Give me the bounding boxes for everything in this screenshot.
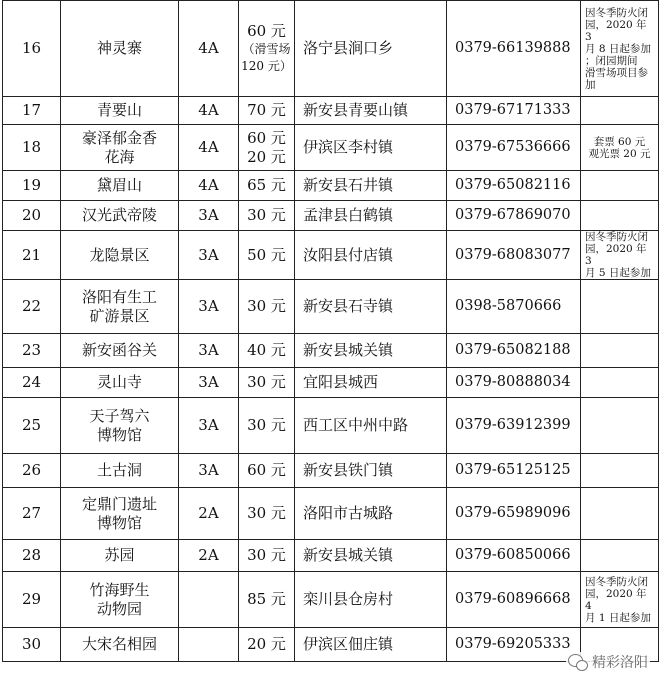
table-row — [3, 572, 659, 628]
remark-line: 套票 60 元 — [593, 135, 646, 148]
spot-grade — [179, 572, 239, 628]
row-number: 26 — [3, 454, 61, 488]
spot-location: 孟津县白鹤镇 — [295, 201, 447, 231]
spot-location: 新安县石井镇 — [295, 171, 447, 201]
ticket-price-line: 30 元 — [247, 297, 286, 315]
wechat-icon — [568, 654, 588, 670]
phone-number: 0379-66139888 — [447, 1, 581, 97]
ticket-price-line: 70 元 — [247, 101, 286, 119]
spot-location: 新安县城关镇 — [295, 334, 447, 368]
ticket-price — [239, 125, 295, 171]
spot-name — [61, 1, 179, 97]
row-number: 18 — [3, 125, 61, 171]
scenic-spots-table — [2, 0, 659, 662]
spot-location: 伊滨区李村镇 — [295, 125, 447, 171]
ticket-price-line: 20 元 — [247, 635, 286, 653]
phone-number: 0379-68083077 — [447, 231, 581, 280]
spot-name-line: 洛阳有生工 — [81, 287, 157, 306]
table-row — [3, 334, 659, 368]
remark-line: 月 5 日起参加 — [585, 267, 651, 279]
table-row — [3, 454, 659, 488]
remark-line: 因冬季防火闭 — [585, 231, 648, 243]
spot-grade: 3A — [179, 280, 239, 334]
remark-line: 滑雪场项目参 — [585, 66, 648, 79]
spot-grade: 3A — [179, 201, 239, 231]
spot-name-line: 新安函谷关 — [81, 341, 157, 359]
phone-number: 0379-65082116 — [447, 171, 581, 201]
ticket-price-line: 40 元 — [247, 341, 286, 359]
spot-name-line: 土古洞 — [96, 461, 142, 479]
remark — [581, 368, 659, 398]
spot-location: 西工区中州中路 — [295, 398, 447, 454]
spot-name — [61, 280, 179, 334]
ticket-price — [239, 398, 295, 454]
table-row — [3, 171, 659, 201]
ticket-price-line: 120 元） — [241, 59, 292, 73]
spot-name-line: 动物园 — [96, 599, 142, 618]
phone-number: 0379-65082188 — [447, 334, 581, 368]
table-row — [3, 540, 659, 572]
remark — [581, 125, 659, 171]
row-number: 22 — [3, 280, 61, 334]
remark-line: ；闭园期间 — [585, 54, 638, 67]
remark-line: 因冬季防火闭 — [585, 6, 648, 19]
row-number: 30 — [3, 628, 61, 662]
phone-number: 0379-60896668 — [447, 572, 581, 628]
row-number: 16 — [3, 1, 61, 97]
spot-grade: 2A — [179, 540, 239, 572]
spot-name-line: 苏园 — [104, 546, 135, 564]
remark — [581, 97, 659, 125]
spot-name — [61, 334, 179, 368]
ticket-price-line: 65 元 — [247, 176, 286, 194]
spot-name — [61, 201, 179, 231]
row-number: 25 — [3, 398, 61, 454]
remark-line: 因冬季防火闭 — [585, 575, 648, 588]
spot-grade: 3A — [179, 398, 239, 454]
table-row — [3, 97, 659, 125]
spot-location: 栾川县仓房村 — [295, 572, 447, 628]
row-number: 27 — [3, 488, 61, 540]
spot-location: 新安县青要山镇 — [295, 97, 447, 125]
ticket-price — [239, 368, 295, 398]
remark-line: 园，2020 年 3 — [585, 18, 647, 43]
remark — [581, 231, 659, 280]
table-row — [3, 1, 659, 97]
spot-name-line: 灵山寺 — [96, 373, 142, 391]
spot-name-line: 博物馆 — [96, 425, 142, 444]
spot-name-line: 龙隐景区 — [89, 245, 150, 264]
spot-location: 洛阳市古城路 — [295, 488, 447, 540]
ticket-price-line: 30 元 — [247, 206, 286, 224]
spot-grade: 3A — [179, 334, 239, 368]
spot-name — [61, 540, 179, 572]
spot-name — [61, 231, 179, 280]
ticket-price-line: 60 元 — [247, 128, 286, 147]
phone-number: 0398-5870666 — [447, 280, 581, 334]
row-number: 29 — [3, 572, 61, 628]
spot-name — [61, 97, 179, 125]
ticket-price — [239, 454, 295, 488]
spot-name-line: 博物馆 — [96, 513, 142, 532]
ticket-price-line: 30 元 — [247, 416, 286, 434]
ticket-price-line: 60 元 — [247, 461, 286, 479]
remark-line: 月 1 日起参加 — [585, 611, 651, 624]
spot-name — [61, 454, 179, 488]
spot-location: 汝阳县付店镇 — [295, 231, 447, 280]
ticket-price-line: 50 元 — [247, 245, 286, 264]
spot-grade: 3A — [179, 231, 239, 280]
ticket-price — [239, 171, 295, 201]
ticket-price-line: 30 元 — [247, 546, 286, 564]
row-number: 17 — [3, 97, 61, 125]
row-number: 23 — [3, 334, 61, 368]
ticket-price — [239, 1, 295, 97]
spot-name-line: 定鼎门遗址 — [81, 494, 157, 513]
remark — [581, 334, 659, 368]
spot-name — [61, 628, 179, 662]
ticket-price-line: （滑雪场 — [242, 42, 291, 56]
row-number: 21 — [3, 231, 61, 280]
spot-name-line: 豪泽郁金香 — [81, 128, 157, 147]
spot-name — [61, 488, 179, 540]
phone-number: 0379-67536666 — [447, 125, 581, 171]
remark — [581, 1, 659, 97]
spot-grade: 4A — [179, 171, 239, 201]
table-row — [3, 201, 659, 231]
remark-line: 加 — [585, 78, 596, 91]
row-number: 28 — [3, 540, 61, 572]
spot-name-line: 大宋名相园 — [81, 635, 157, 653]
spot-grade: 3A — [179, 368, 239, 398]
table-row — [3, 628, 659, 662]
ticket-price — [239, 488, 295, 540]
table-row — [3, 488, 659, 540]
ticket-price — [239, 540, 295, 572]
remark — [581, 540, 659, 572]
ticket-price — [239, 231, 295, 280]
spot-grade: 4A — [179, 97, 239, 125]
spot-name — [61, 125, 179, 171]
phone-number: 0379-60850066 — [447, 540, 581, 572]
phone-number: 0379-80888034 — [447, 368, 581, 398]
remark-line: 观光票 20 元 — [588, 147, 651, 160]
ticket-price — [239, 97, 295, 125]
table-row — [3, 125, 659, 171]
remark-line: 园，2020 年 3 — [585, 243, 647, 267]
spot-location: 新安县铁门镇 — [295, 454, 447, 488]
phone-number: 0379-67171333 — [447, 97, 581, 125]
table-row — [3, 280, 659, 334]
phone-number: 0379-65989096 — [447, 488, 581, 540]
ticket-price — [239, 334, 295, 368]
ticket-price — [239, 628, 295, 662]
table-row — [3, 231, 659, 280]
spot-name-line: 神灵寨 — [96, 39, 142, 57]
spot-name — [61, 368, 179, 398]
remark — [581, 454, 659, 488]
spot-name-line: 矿游景区 — [89, 306, 150, 325]
remark — [581, 488, 659, 540]
spot-name-line: 黛眉山 — [96, 176, 142, 194]
phone-number: 0379-65125125 — [447, 454, 581, 488]
row-number: 20 — [3, 201, 61, 231]
table-row — [3, 368, 659, 398]
watermark — [566, 652, 650, 672]
spot-name-line: 汉光武帝陵 — [81, 206, 157, 224]
remark — [581, 280, 659, 334]
spot-grade: 2A — [179, 488, 239, 540]
spot-location: 新安县石寺镇 — [295, 280, 447, 334]
remark — [581, 572, 659, 628]
table-row — [3, 398, 659, 454]
phone-number: 0379-67869070 — [447, 201, 581, 231]
ticket-price-line: 60 元 — [247, 22, 286, 40]
spot-location: 伊滨区佃庄镇 — [295, 628, 447, 662]
spot-name — [61, 398, 179, 454]
spot-name-line: 青要山 — [96, 101, 142, 119]
spot-location: 新安县城关镇 — [295, 540, 447, 572]
spot-grade: 4A — [179, 1, 239, 97]
spot-name-line: 花海 — [104, 147, 135, 166]
remark-line: 园，2020 年 4 — [585, 587, 647, 612]
spot-location: 洛宁县涧口乡 — [295, 1, 447, 97]
row-number: 24 — [3, 368, 61, 398]
remark — [581, 201, 659, 231]
ticket-price-line: 30 元 — [247, 373, 286, 391]
spot-location: 宜阳县城西 — [295, 368, 447, 398]
spot-grade — [179, 628, 239, 662]
ticket-price — [239, 280, 295, 334]
watermark-text: 精彩洛阳 — [592, 655, 648, 671]
spot-name — [61, 572, 179, 628]
ticket-price-line: 20 元 — [247, 147, 286, 166]
spot-name-line: 竹海野生 — [89, 580, 150, 599]
ticket-price — [239, 572, 295, 628]
remark — [581, 398, 659, 454]
ticket-price — [239, 201, 295, 231]
spot-name-line: 天子驾六 — [89, 406, 150, 425]
ticket-price-line: 30 元 — [247, 504, 286, 522]
remark-line: 月 8 日起参加 — [585, 42, 651, 55]
remark — [581, 171, 659, 201]
ticket-price-line: 85 元 — [247, 590, 286, 608]
phone-number: 0379-69205333 — [447, 628, 581, 662]
phone-number: 0379-63912399 — [447, 398, 581, 454]
spot-grade: 3A — [179, 454, 239, 488]
spot-grade: 4A — [179, 125, 239, 171]
row-number: 19 — [3, 171, 61, 201]
spot-name — [61, 171, 179, 201]
